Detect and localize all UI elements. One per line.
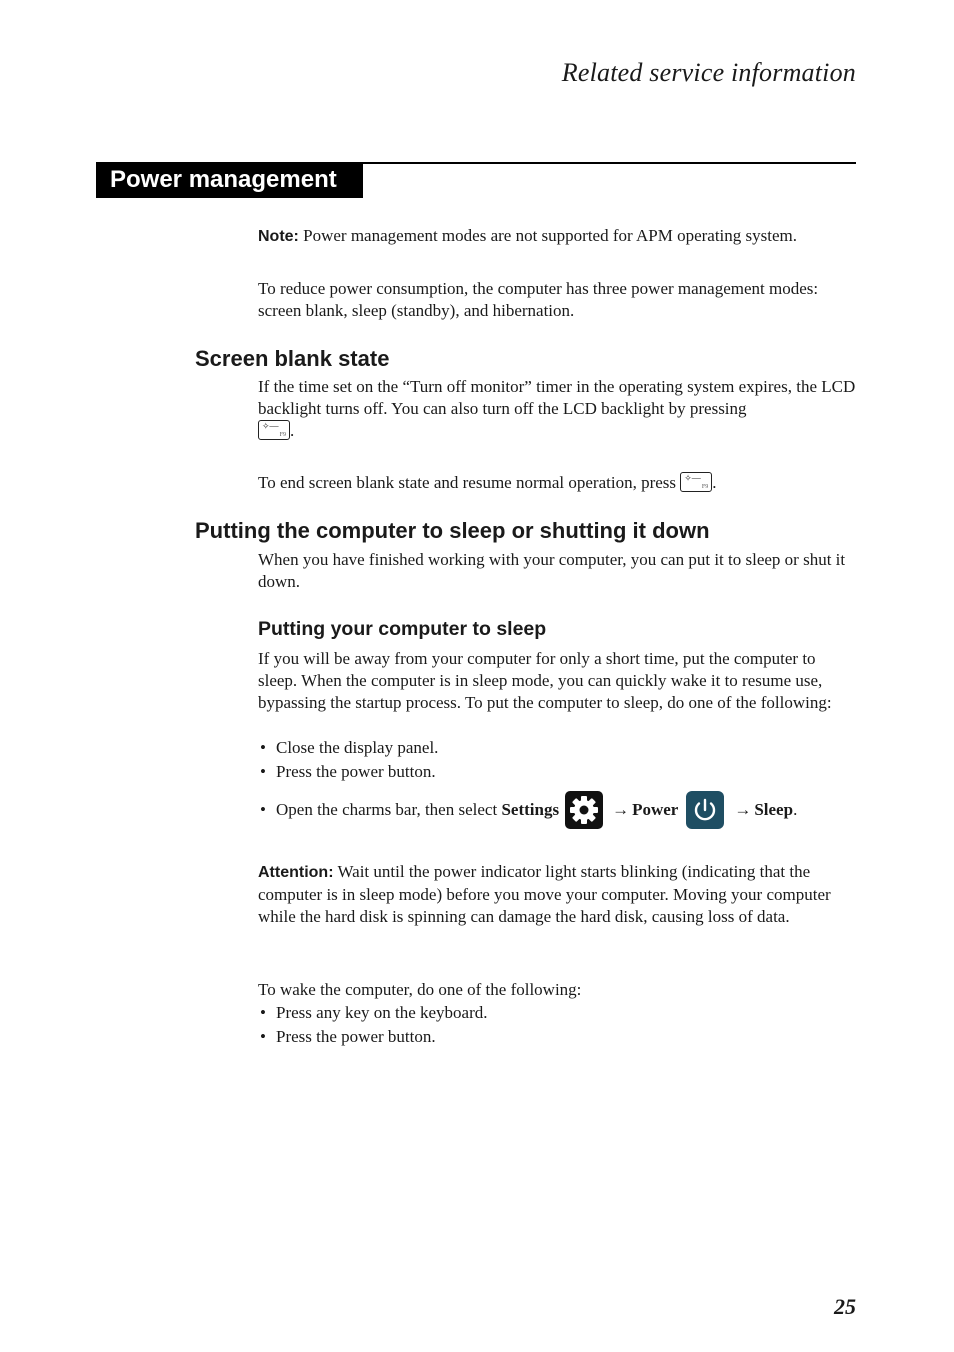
screen-blank-heading: Screen blank state — [195, 346, 390, 371]
charms-end: . — [793, 800, 798, 819]
screen-blank-paragraph — [258, 376, 858, 442]
key-fn-label: F9 — [279, 432, 286, 438]
running-header: Related service information — [561, 58, 856, 87]
list-item: • Close the display panel. — [258, 736, 438, 760]
sleep-paragraph: If you will be away from your computer for only a short time, put the computer to sleep. When the computer is in sleep mode, you can quickly wake it to resume use, bypassing the startup process. To put the computer to sleep, do one of the following: — [258, 649, 832, 712]
attention-text: Wait until the power indicator light starts blinking (indicating that the computer is in sleep mode) before you move your computer. Moving your computer while the hard disk is spinning can damage the hard disk, causing loss of data. — [258, 862, 831, 926]
list-item: • Press the power button. — [258, 1025, 488, 1049]
resume-text: To end screen blank state and resume normal operation, press — [258, 473, 677, 492]
list-item: • Press the power button. — [258, 760, 438, 784]
power-label: Power — [632, 800, 679, 819]
sleep-shutdown-paragraph: When you have finished working with your computer, you can put it to sleep or shut it down. — [258, 550, 846, 591]
section-title: Power management — [96, 162, 363, 198]
screen-blank-text-end: . — [290, 421, 295, 440]
charms-bullet — [258, 790, 797, 830]
screen-blank-text: If the time set on the “Turn off monitor” timer in the operating system expires, the LCD backlight turns off. You can also turn off the LCD backlight by pressing — [258, 377, 856, 418]
page-number: 25 — [834, 1294, 856, 1319]
sleep-heading: Putting your computer to sleep — [258, 618, 547, 640]
charms-text: Open the charms bar, then select — [276, 800, 502, 819]
attention-paragraph — [258, 861, 858, 928]
key-fn-label: F9 — [701, 484, 709, 490]
gear-icon — [565, 791, 603, 829]
resume-paragraph — [258, 472, 858, 494]
keyboard-key-icon — [258, 420, 290, 440]
wake-bullet-list — [258, 1001, 488, 1048]
key-glyph: ✧— — [684, 473, 701, 483]
list-item: • Press any key on the keyboard. — [258, 1001, 488, 1025]
sleep-label: Sleep — [754, 800, 794, 819]
settings-label: Settings — [501, 800, 560, 819]
attention-label: Attention: — [258, 864, 334, 881]
note-label: Note: — [258, 228, 299, 245]
sleep-bullet-list — [258, 736, 438, 783]
key-glyph: ✧— — [262, 421, 279, 431]
wake-intro: To wake the computer, do one of the following: — [258, 980, 582, 999]
intro-paragraph: To reduce power consumption, the computer has three power management modes: screen blank, sleep (standby), and hibernation. — [258, 279, 819, 320]
power-icon — [686, 791, 724, 829]
keyboard-key-icon — [680, 472, 712, 492]
arrow-icon: → — [612, 800, 630, 819]
note-paragraph — [258, 225, 858, 248]
note-text: Power management modes are not supported for APM operating system. — [298, 226, 797, 245]
sleep-shutdown-heading: Putting the computer to sleep or shutting it down — [195, 518, 710, 543]
resume-text-end: . — [712, 473, 717, 492]
arrow-icon: → — [734, 800, 752, 819]
bullet-marker: • — [260, 800, 266, 819]
